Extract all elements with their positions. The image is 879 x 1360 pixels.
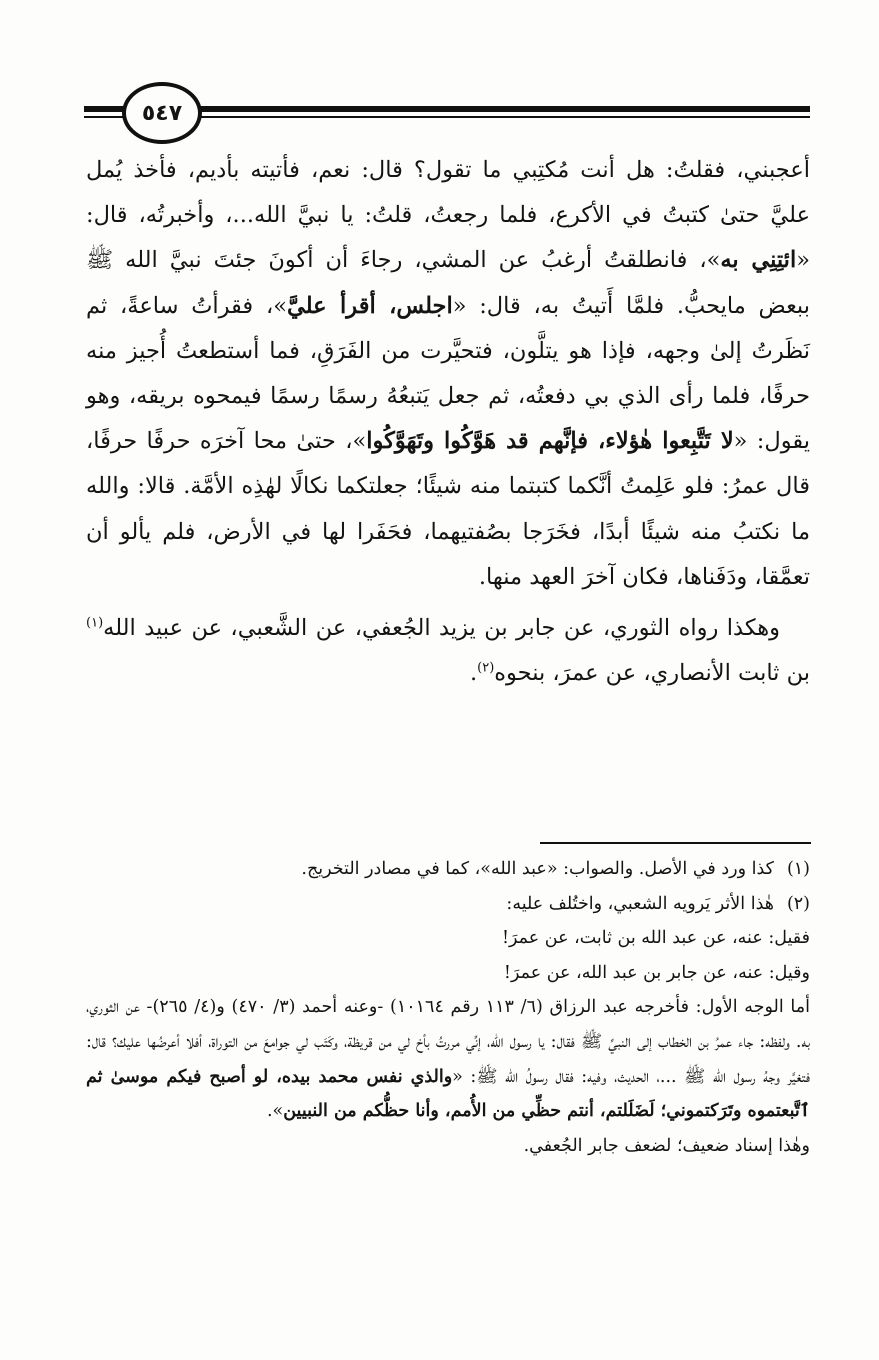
footnote-1 xyxy=(86,852,810,887)
quote-bold: ائتِنِي به xyxy=(720,247,797,274)
text-segment: »، حتىٰ محا آخرَه حرفًا حرفًا، قال عمرُ: فلو عَلِمتُ أنَّكما كتبتما منه شيئًا؛ جعلتكما نكالًا لهٰذِه الأمَّة. قالا: والله ما نكتبُ منه شيئًا أبدًا، فخَرَجا بصُفتيهما، فحَفَرا لها في الأرض، فلم يألو أن تعمَّقا، ودَفَناها، فكان آخرَ العهد منها. xyxy=(86,428,810,590)
paragraph-1 xyxy=(86,148,810,600)
footnote-text: كذا ورد في الأصل. والصواب: «عبد الله»، كما في مصادر التخريج. xyxy=(301,859,774,879)
header-rule-thick xyxy=(174,106,810,112)
footnote-line: وقيل: عنه، عن جابر بن عبد الله، عن عمرَ! xyxy=(503,962,810,983)
footnote-number: (٢) xyxy=(786,893,810,914)
quote-bold: لا تَتَّبِعوا هٰؤلاء، فإنَّهم قد هَوَّكُوا وتَهَوَّكُوا xyxy=(366,428,734,455)
footnote-2 xyxy=(86,887,810,922)
text-segment: »، فقرأتُ ساعةً، ثم نَظَرتُ إلىٰ وجهه، فإذا هو يتلَّون، فتحيَّرت من الفَرَقِ، فما أستطعتُ أُجيز منه حرفًا، فلما رأى الذي بي دفعتُه، ثم جعل يَتبعُهُ رسمًا رسمًا فيمحوه بريقه، وهو يقول: « xyxy=(86,292,810,455)
main-text xyxy=(86,148,810,696)
header-rule-thin xyxy=(174,116,810,118)
footnote-paragraph xyxy=(86,990,810,1128)
page-number: ٥٤٧ xyxy=(122,82,202,144)
header-rule-left-thin xyxy=(84,116,124,118)
footnote-ref-1[interactable]: (١) xyxy=(86,615,104,631)
footnote-ref-2[interactable]: (٢) xyxy=(477,660,495,676)
text-segment: وهكذا رواه الثوري، عن جابر بن يزيد الجُعفي، عن الشَّعبي، عن عبيد الله xyxy=(103,615,780,642)
quote-bold: اجلس، أقرأ عليَّ xyxy=(286,292,453,319)
footnote-divider xyxy=(540,842,811,844)
text-segment: »، فانطلقتُ أرغبُ عن المشي، رجاءَ أن أكونَ جئتَ نبيَّ الله ﷺ ببعض مايحبُّ. فلمَّا أَتيتُ به، قال: « xyxy=(86,247,810,319)
text-segment: . xyxy=(469,660,478,687)
footnotes xyxy=(86,852,810,1163)
paragraph-2 xyxy=(86,606,810,696)
page-header xyxy=(84,80,810,142)
footnote-line: فقيل: عنه، عن عبد الله بن ثابت، عن عمرَ! xyxy=(501,928,810,949)
footnote-text: هٰذا الأثر يَرويه الشعبي، واختُلف عليه: xyxy=(506,893,774,914)
footnote-number: (١) xyxy=(786,859,810,879)
header-rule-left xyxy=(84,106,124,112)
text-segment: أما الوجه الأول: فأخرجه عبد الرزاق (٦/ ١١٣ رقم ١٠١٦٤) -وعنه أحمد (٣/ ٤٧٠) و(٤/ ٢٦٥)- عن الثوري، به. ولفظه: جاء عمرُ بن الخطاب إلى النبيِّ ﷺ فقال: يا رسول الله، إنِّي مررتُ بأخ لي من قريظة، وكَتَب لي جوامعَ من التوراة، أفلا أعرضُها عليك؟ قال: فتغيَّر وجهُ رسول الله ﷺ ...، الحديث، وفيه: فقال رسولُ الله ﷺ: « xyxy=(86,997,811,1087)
text-segment: بن ثابت الأنصاري، عن عمرَ، بنحوه xyxy=(494,660,810,687)
text-segment: أعجبني، فقلتُ: هل أنت مُكتِبي ما تقول؟ قال: نعم، فأتيته بأديم، فأخذ يُمل عليَّ حتىٰ كتبتُ في الأكرع، فلما رجعتُ، قلتُ: يا نبيَّ الله...، وأخبرتُه، قال: « xyxy=(86,157,810,274)
text-segment: ». xyxy=(266,1101,284,1122)
footnote-line: وهٰذا إسناد ضعيف؛ لضعف جابر الجُعفي. xyxy=(523,1135,810,1156)
quote-bold: والذي نفس محمد بيده، لو أصبح فيكم موسىٰ ثم ٱتَّبعتموه وتَرَكتموني؛ لَضَلَلتم، أنتم حظِّي من الأُمم، وأنا حظُّكم من النبيين xyxy=(86,1066,810,1122)
